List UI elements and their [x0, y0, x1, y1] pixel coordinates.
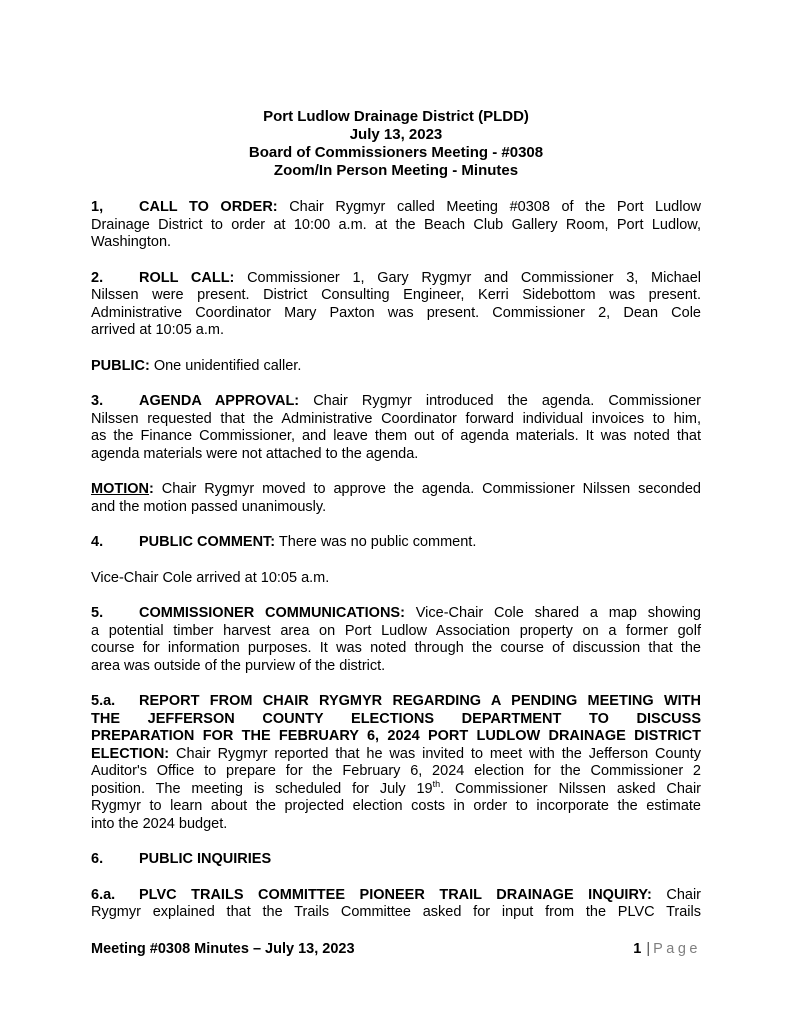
footer-document-label: Meeting #0308 Minutes – July 13, 2023: [91, 941, 355, 957]
heading-text: PUBLIC:: [91, 357, 150, 374]
heading-text: PUBLIC COMMENT:: [139, 534, 276, 550]
body-text: Commissioner 1, Gary Rygmyr and Commissioner 3, Michael: [234, 269, 702, 286]
title-line: Zoom/In Person Meeting - Minutes: [273, 162, 519, 179]
agenda-approval: [91, 393, 701, 463]
heading-text: PLVC TRAILS COMMITTEE PIONEER TRAIL DRAINAGE INQUIRY:: [139, 886, 652, 903]
text-line: [91, 711, 701, 729]
text-line: [91, 623, 701, 641]
text-line: [91, 305, 701, 323]
heading-text: MOTION: [91, 481, 149, 497]
text-line: [91, 851, 701, 869]
public-attendance: [91, 358, 701, 376]
text-line: [91, 411, 701, 429]
item-number: 4.: [91, 534, 104, 550]
item-number: 6.a.: [91, 886, 116, 903]
title-line: July 13, 2023: [349, 126, 443, 143]
heading-text: :: [149, 481, 154, 497]
text-line: [91, 658, 701, 676]
item-number: 1,: [91, 199, 104, 215]
text-line: [91, 904, 701, 922]
motion-agenda: [91, 481, 701, 516]
heading-text: PUBLIC INQUIRIES: [139, 851, 272, 867]
item-number: 3.: [91, 393, 104, 409]
item-number: 6.: [91, 851, 104, 867]
body-text: as the Finance Commissioner, and leave them out of agenda materials. It was noted that: [91, 428, 701, 444]
text-line: [91, 270, 701, 288]
heading-text: THE JEFFERSON COUNTY ELECTIONS DEPARTMENT TO DISCUSS: [91, 710, 701, 727]
page-number: 1: [633, 941, 642, 957]
text-line: [91, 570, 701, 588]
body-text: Vice-Chair Cole arrived at 10:05 a.m.: [91, 569, 330, 586]
body-text: Vice-Chair Cole shared a map showing: [404, 605, 701, 621]
title-line: Port Ludlow Drainage District (PLDD): [263, 108, 529, 125]
plvc-trails-inquiry: [91, 887, 701, 922]
text-line: [91, 393, 701, 411]
document-title: [91, 108, 701, 180]
body-text: Auditor's Office to prepare for the February 6, 2024 election for the Commissioner 2: [91, 763, 701, 779]
public-inquiries: [91, 851, 701, 869]
title-line: Board of Commissioners Meeting - #0308: [248, 144, 544, 161]
body-text: and the motion passed unanimously.: [91, 498, 327, 515]
body-text: a potential timber harvest area on Port Ludlow Association property on a former golf: [91, 622, 701, 639]
page-footer: [91, 941, 701, 957]
text-line: [91, 446, 701, 464]
call-to-order: [91, 199, 701, 252]
text-line: [91, 746, 701, 764]
body-text: Chair: [651, 886, 701, 903]
body-text: arrived at 10:05 a.m.: [91, 322, 224, 338]
text-line: [91, 499, 701, 517]
body-text: . Commissioner Nilssen asked Chair: [440, 780, 702, 797]
public-comment: [91, 534, 701, 552]
body-text: Chair Rygmyr reported that he was invited to meet with the Jefferson County: [169, 745, 701, 762]
commissioner-communications: [91, 605, 701, 675]
body-text: Rygmyr explained that the Trails Committee asked for input from the PLVC Trails: [91, 904, 701, 920]
document-body: [91, 199, 701, 922]
text-line: [91, 816, 701, 834]
body-text: One unidentified caller.: [149, 357, 302, 374]
footer-page-indicator: [633, 941, 701, 957]
body-text: Washington.: [91, 234, 172, 250]
text-line: [91, 428, 701, 446]
text-line: [91, 728, 701, 746]
heading-text: CALL TO ORDER:: [139, 199, 278, 215]
body-text: Nilssen requested that the Administrative Coordinator forward individual invoices to him,: [91, 410, 701, 427]
body-text: agenda materials were not attached to the agenda.: [91, 445, 419, 462]
heading-text: ELECTION:: [91, 745, 170, 762]
text-line: [91, 763, 701, 781]
text-line: [91, 798, 701, 816]
text-line: [91, 322, 701, 340]
body-text: area was outside of the purview of the district.: [91, 657, 386, 674]
heading-text: PREPARATION FOR THE FEBRUARY 6, 2024 PORT LUDLOW DRAINAGE DISTRICT: [91, 728, 701, 744]
body-text: Drainage District to order at 10:00 a.m. at the Beach Club Gallery Room, Port Ludlow,: [91, 216, 701, 233]
footer-separator: |: [646, 941, 651, 957]
heading-text: REPORT FROM CHAIR RYGMYR REGARDING A PENDING MEETING WITH: [139, 693, 701, 709]
body-text: Administrative Coordinator Mary Paxton was present. Commissioner 2, Dean Cole: [91, 304, 701, 321]
body-text: There was no public comment.: [275, 534, 477, 550]
text-line: [91, 199, 701, 217]
body-text: position. The meeting is scheduled for July 19: [91, 780, 433, 797]
heading-text: COMMISSIONER COMMUNICATIONS:: [139, 605, 405, 621]
report-chair-rygmyr-election-meeting: [91, 693, 701, 833]
text-line: [91, 217, 701, 235]
item-number: 2.: [91, 269, 104, 286]
text-line: [91, 534, 701, 552]
text-line: [91, 234, 701, 252]
body-text: Nilssen were present. District Consulting Engineer, Kerri Sidebottom was present.: [91, 287, 701, 303]
footer-page-word: Page: [653, 941, 701, 957]
body-text: into the 2024 budget.: [91, 815, 228, 832]
text-line: [91, 887, 701, 905]
text-line: [91, 287, 701, 305]
body-text: Chair Rygmyr moved to approve the agenda. Commissioner Nilssen seconded: [153, 481, 701, 497]
body-text: course for information purposes. It was noted through the course of discussion that the: [91, 640, 701, 656]
item-number: 5.: [91, 605, 104, 621]
vice-chair-arrival: [91, 570, 701, 588]
heading-text: ROLL CALL:: [139, 269, 235, 286]
body-text: Rygmyr to learn about the projected election costs in order to incorporate the estimate: [91, 798, 701, 814]
text-line: [91, 605, 701, 623]
body-text: Chair Rygmyr called Meeting #0308 of the Port Ludlow: [277, 199, 701, 215]
roll-call: [91, 270, 701, 340]
text-line: [91, 778, 702, 799]
body-text: th: [432, 778, 441, 789]
heading-text: AGENDA APPROVAL:: [139, 393, 300, 409]
text-line: [91, 693, 701, 711]
text-line: [91, 640, 701, 658]
text-line: [91, 481, 701, 499]
body-text: Chair Rygmyr introduced the agenda. Commissioner: [299, 393, 701, 409]
text-line: [91, 358, 701, 376]
item-number: 5.a.: [91, 693, 116, 709]
